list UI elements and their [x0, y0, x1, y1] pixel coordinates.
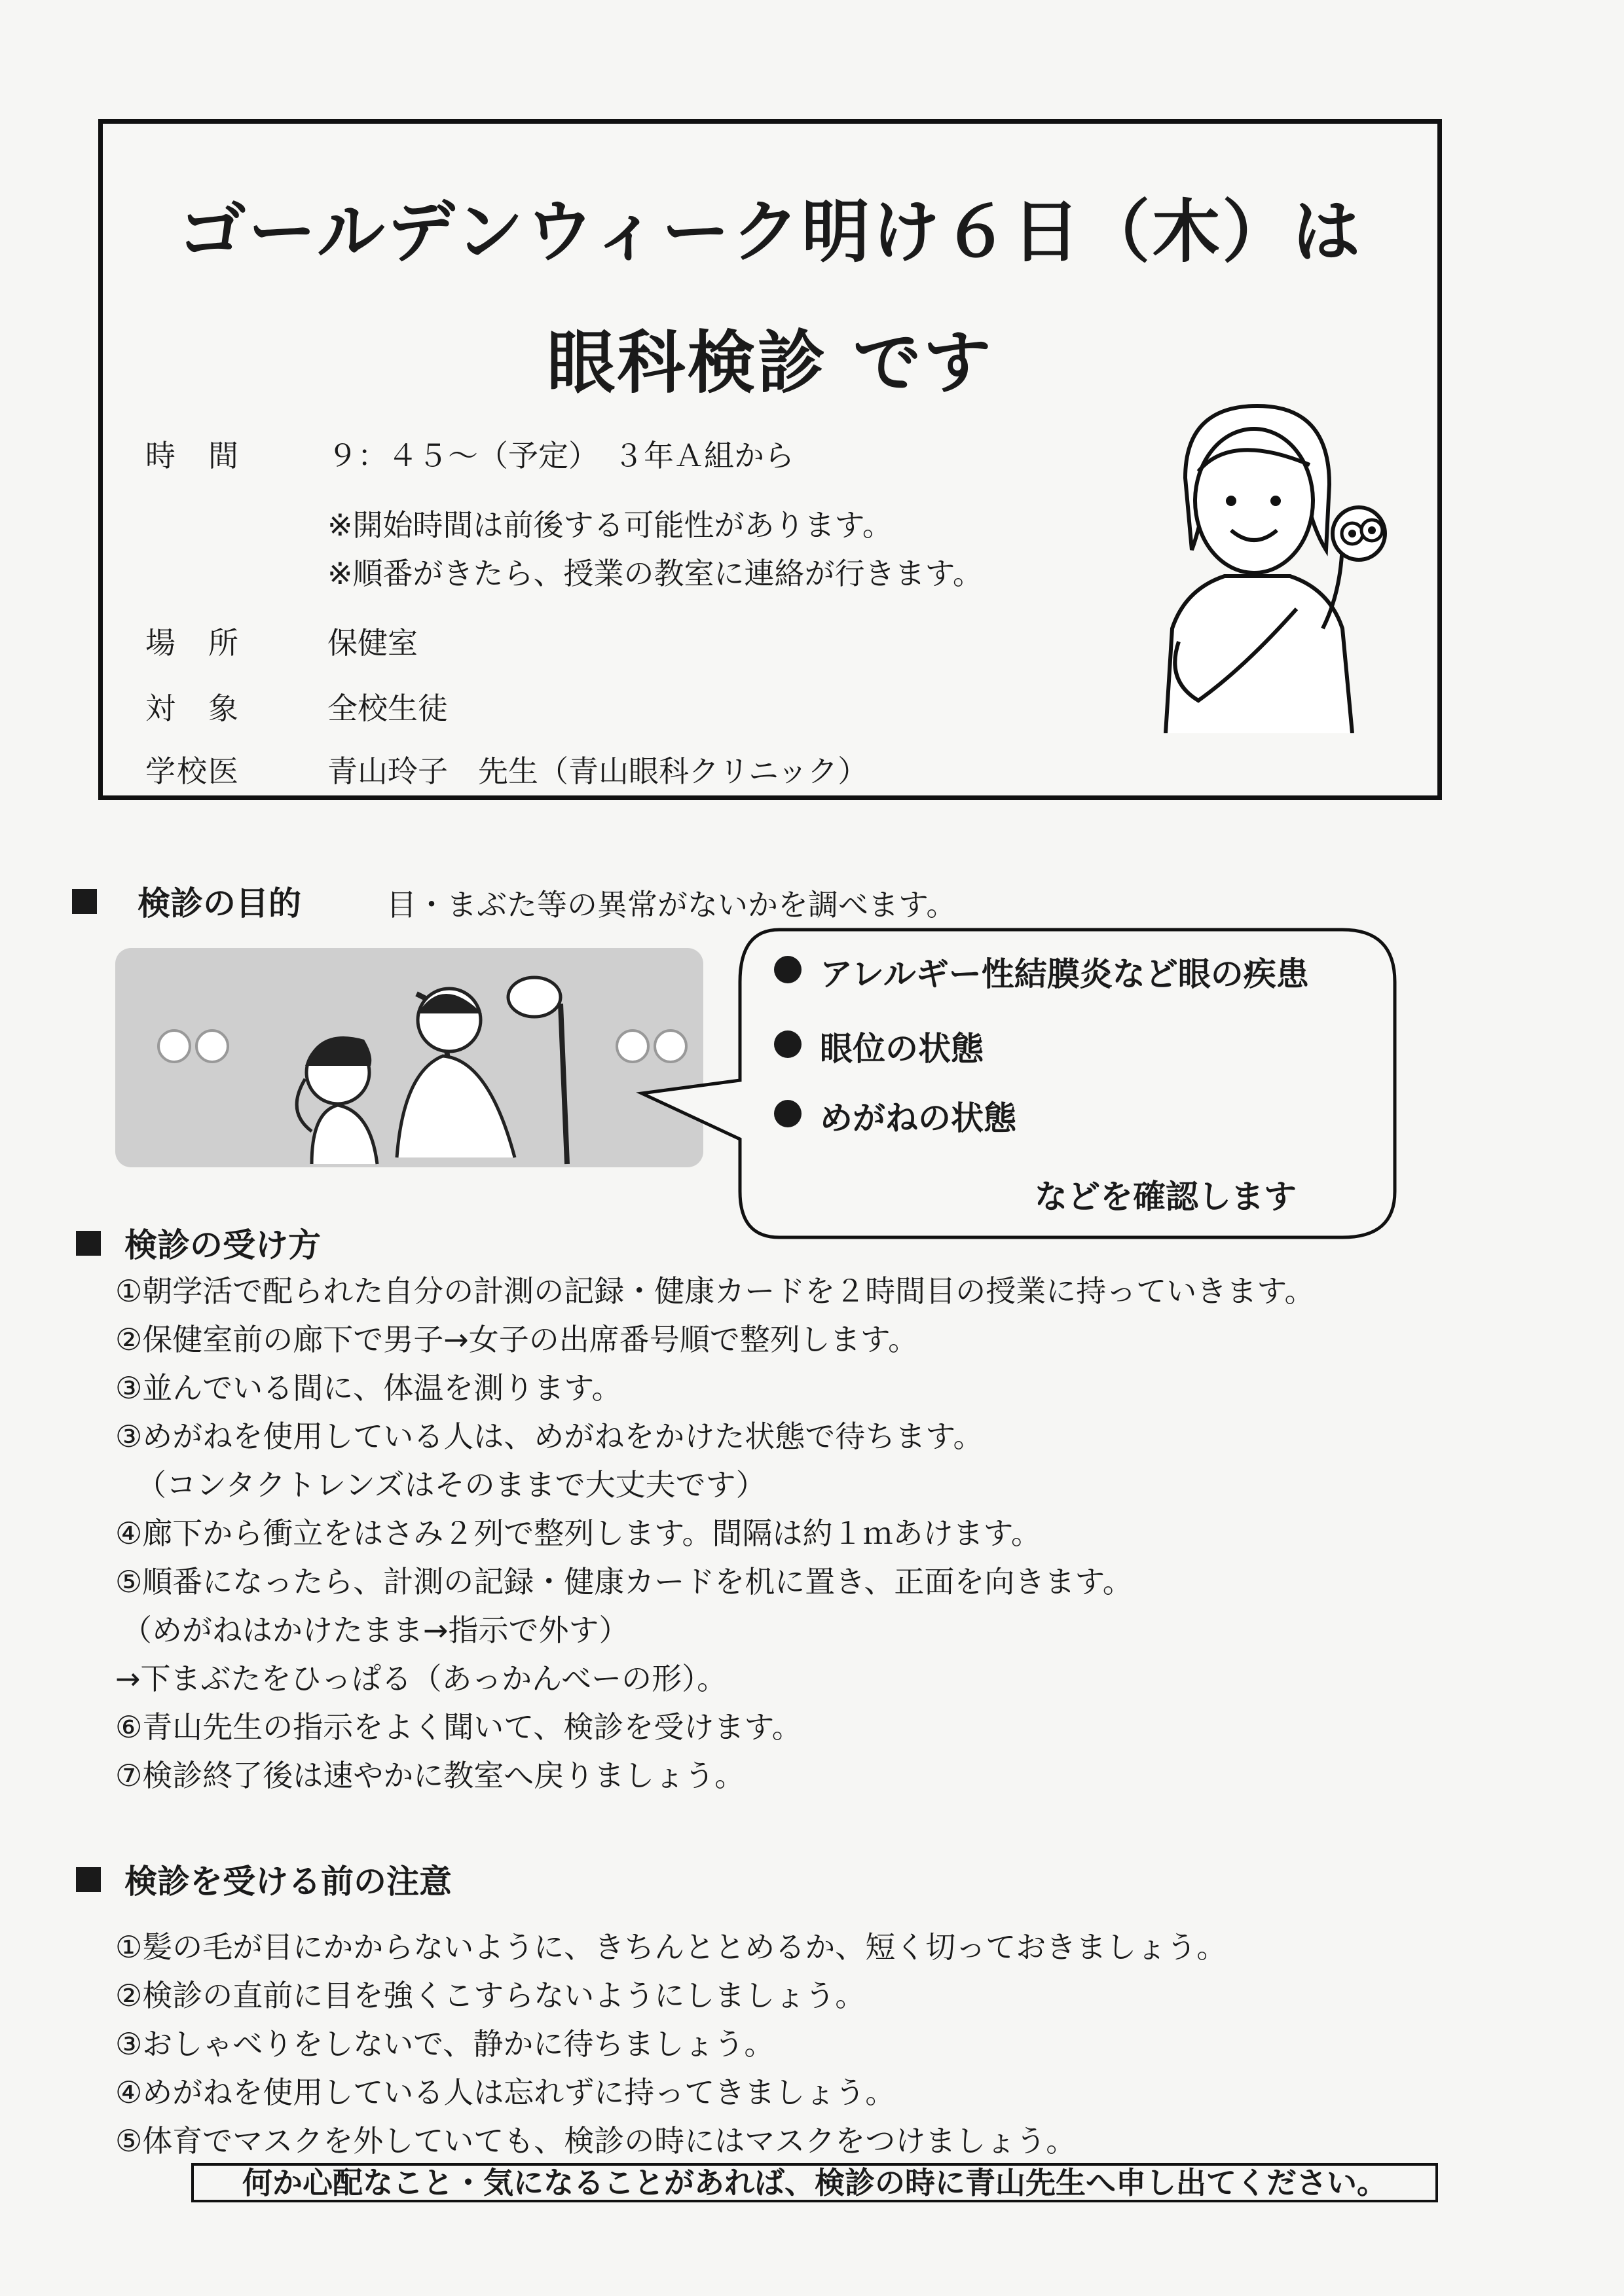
check-item-2: 眼位の状態	[820, 1030, 984, 1068]
howto-line: ④廊下から衝立をはさみ２列で整列します。間隔は約１ｍあけます。	[115, 1516, 1041, 1551]
purpose-marker	[72, 889, 97, 914]
bullet-icon	[774, 1030, 802, 1058]
doctor-value: 青山玲子 先生（青山眼科クリニック）	[327, 754, 868, 789]
time-label: 時 間	[145, 438, 240, 473]
check-item-1: アレルギー性結膜炎など眼の疾患	[820, 955, 1309, 993]
howto-line: ⑦検診終了後は速やかに教室へ戻りましょう。	[115, 1758, 745, 1793]
target-value: 全校生徒	[327, 691, 448, 726]
caution-line: ③おしゃべりをしないで、静かに待ちましょう。	[115, 2026, 775, 2062]
howto-line: ⑥青山先生の指示をよく聞いて、検診を受けます。	[115, 1709, 802, 1745]
eye-exam-image	[115, 948, 703, 1167]
howto-line: ①朝学活で配られた自分の計測の記録・健康カードを２時間目の授業に持っていきます。	[115, 1273, 1315, 1309]
cautions-title: 検診を受ける前の注意	[124, 1863, 452, 1901]
howto-line: ③めがねを使用している人は、めがねをかけた状態で待ちます。	[115, 1419, 984, 1454]
footer-notice: 何か心配なこと・気になることがあれば、検診の時に青山先生へ申し出てください。	[191, 2163, 1438, 2202]
bullet-icon	[774, 1100, 802, 1127]
howto-line: ②保健室前の廊下で男子→女子の出席番号順で整列します。	[115, 1322, 919, 1357]
target-label: 対 象	[145, 691, 240, 726]
purpose-text: 目・まぶた等の異常がないかを調べます。	[386, 887, 957, 922]
purpose-title: 検診の目的	[138, 884, 301, 922]
time-value: ９：４５～（予定） ３年Ａ組から	[327, 438, 794, 473]
time-note-1: ※開始時間は前後する可能性があります。	[327, 507, 893, 543]
howto-line: ③並んでいる間に、体温を測ります。	[115, 1370, 622, 1406]
caution-line: ④めがねを使用している人は忘れずに持ってきましょう。	[115, 2075, 896, 2110]
cautions-marker	[76, 1867, 101, 1892]
page-title: ゴールデンウィーク明け６日（木）は	[177, 192, 1363, 272]
place-value: 保健室	[327, 625, 418, 661]
howto-title: 検診の受け方	[124, 1226, 321, 1264]
page-subtitle: 眼科検診 です	[547, 323, 993, 403]
caution-line: ②検診の直前に目を強くこすらないようにしましょう。	[115, 1978, 866, 2013]
howto-line: （めがねはかけたまま→指示で外す）	[122, 1613, 629, 1648]
howto-line: ⑤順番になったら、計測の記録・健康カードを机に置き、正面を向きます。	[115, 1564, 1133, 1599]
doctor-label: 学校医	[145, 754, 240, 789]
eye-exam-illustration	[115, 948, 703, 1167]
check-item-3: めがねの状態	[820, 1099, 1016, 1137]
bullet-icon	[774, 956, 802, 983]
place-label: 場 所	[145, 625, 240, 661]
nurse-illustration	[1126, 393, 1401, 733]
caution-line: ⑤体育でマスクを外していても、検診の時にはマスクをつけましょう。	[115, 2123, 1077, 2159]
howto-line: →下まぶたをひっぱる（あっかんべーの形）。	[115, 1661, 728, 1696]
howto-marker	[76, 1231, 101, 1256]
check-footer: などを確認します	[1035, 1178, 1297, 1216]
howto-line: （コンタクトレンズはそのままで大丈夫です）	[136, 1467, 766, 1503]
time-note-2: ※順番がきたら、授業の教室に連絡が行きます。	[327, 556, 983, 591]
caution-line: ①髪の毛が目にかからないように、きちんととめるか、短く切っておきましょう。	[115, 1929, 1227, 1965]
